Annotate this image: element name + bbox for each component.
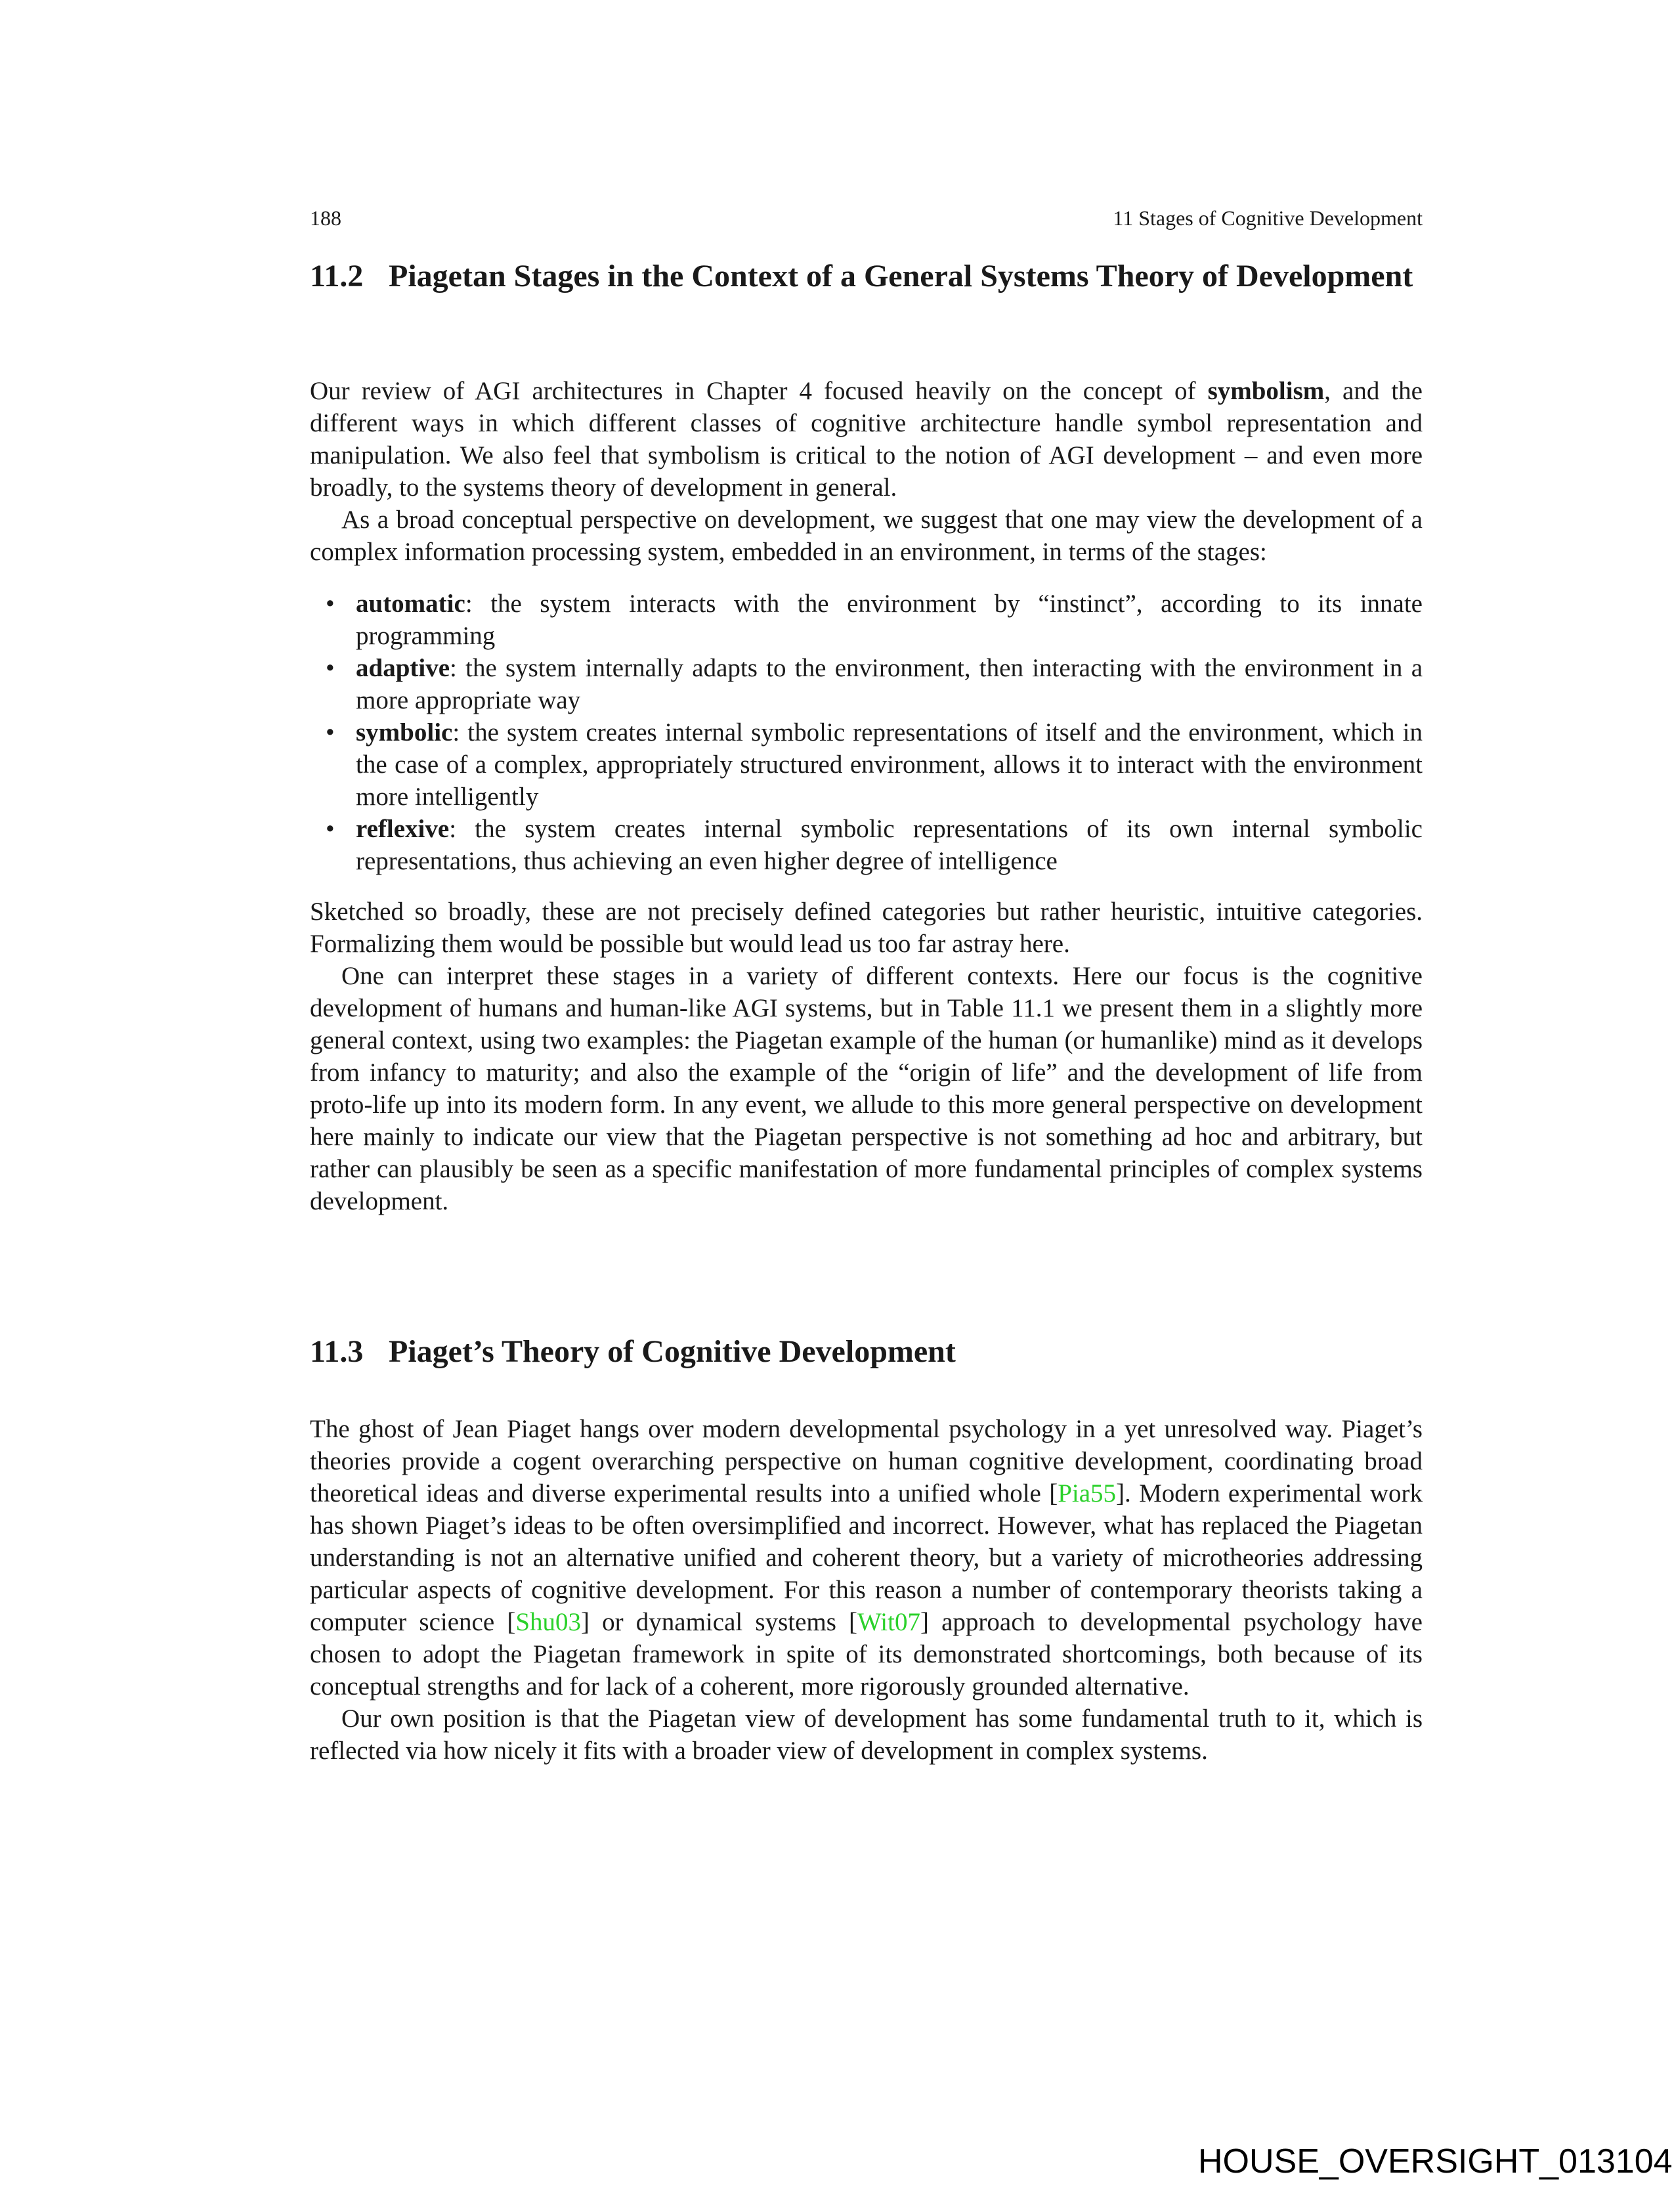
text: ] approach to developmental psychology have chosen to adopt the Piagetan framework in spite of its demonstrated shortcomings, both because of its conceptual strengths and for lack of a coherent, more rigorously grounded alternative.: [310, 1608, 1423, 1701]
running-header: [310, 206, 1423, 230]
list-item: [310, 588, 1423, 652]
section-heading-11-3: [310, 1333, 1426, 1370]
bold-term: adaptive: [356, 654, 450, 682]
bullet-icon: •: [326, 590, 335, 618]
section-heading-11-2: [310, 257, 1426, 295]
paragraph: Our own position is that the Piagetan view of development has some fundamental truth to it, which is reflected via how nicely it fits with a broader view of development in complex systems.: [310, 1704, 1423, 1765]
bold-term: automatic: [356, 590, 465, 618]
list-item: [310, 652, 1423, 716]
section-number: 11.2: [310, 259, 364, 293]
section-11-3-body: [310, 1413, 1423, 1767]
bold-term: symbolism: [1207, 377, 1325, 405]
paragraph: One can interpret these stages in a variety of different contexts. Here our focus is the cognitive development of humans and human-like AGI systems, but in Table 11.1 we present them in a slightly more general context, using two examples: the Piagetan example of the human (or humanlike) mind as it develops from infancy to maturity; and also the example of the “origin of life” and the development of life from proto-life up into its modern form. In any event, we allude to this more general perspective on development here mainly to indicate our view that the Piagetan perspective is not something ad hoc and arbitrary, but rather can plausibly be seen as a specific manifestation of more fundamental principles of complex systems development.: [310, 962, 1423, 1215]
section-11-2-body: [310, 375, 1423, 1217]
text: ] or dynamical systems [: [581, 1608, 858, 1636]
text: : the system creates internal symbolic representations of its own internal symbolic representations, thus achieving an even higher degree of intelligence: [356, 815, 1423, 875]
citation-link[interactable]: Shu03: [515, 1608, 582, 1636]
text: The ghost of Jean Piaget hangs over modern developmental psychology in a yet unresolved way. Piaget’s theories provide a cogent overarching perspective on human cognitive development, coordinating broad theoretical ideas and diverse experimental results into a unified whole [: [310, 1415, 1423, 1507]
text: : the system interacts with the environment by “instinct”, according to its innate programming: [356, 590, 1423, 650]
paragraph: Sketched so broadly, these are not precisely defined categories but rather heuristic, intuitive categories. Formalizing them would be possible but would lead us too far astray here.: [310, 898, 1423, 958]
citation-link[interactable]: Pia55: [1058, 1479, 1117, 1507]
section-number: 11.3: [310, 1334, 364, 1369]
bates-stamp: HOUSE_OVERSIGHT_013104: [1198, 2142, 1673, 2180]
section-title: Piaget’s Theory of Cognitive Development: [389, 1334, 956, 1369]
stages-list: [310, 588, 1423, 877]
citation-link[interactable]: Wit07: [857, 1608, 920, 1636]
text: Our review of AGI architectures in Chapter 4 focused heavily on the concept of: [310, 377, 1208, 405]
text: , and the different ways in which different classes of cognitive architecture handle symbol representation and manipulation. We also feel that symbolism is critical to the notion of AGI development – and even more broadly, to the systems theory of development in general.: [310, 377, 1423, 502]
paragraph: As a broad conceptual perspective on development, we suggest that one may view the development of a complex information processing system, embedded in an environment, in terms of the stages:: [310, 506, 1423, 566]
bullet-icon: •: [326, 718, 335, 747]
text: ]. Modern experimental work has shown Piaget’s ideas to be often oversimplified and incorrect. However, what has replaced the Piagetan understanding is not an alternative unified and coherent theory, but a variety of microtheories addressing particular aspects of cognitive development. For this reason a number of contemporary theorists taking a computer science [: [310, 1479, 1423, 1636]
chapter-title: 11 Stages of Cognitive Development: [1113, 206, 1423, 230]
bold-term: symbolic: [356, 718, 453, 747]
section-title: Piagetan Stages in the Context of a General Systems Theory of Development: [389, 259, 1413, 293]
list-item: [310, 813, 1423, 877]
bullet-icon: •: [326, 815, 335, 843]
paragraph: [310, 1413, 1423, 1702]
text: : the system creates internal symbolic representations of itself and the environment, which in the case of a complex, appropriately structured environment, allows it to interact with the environment more intelligently: [356, 718, 1423, 811]
paragraph: [310, 375, 1423, 504]
list-item: [310, 716, 1423, 813]
bullet-icon: •: [326, 654, 335, 682]
bold-term: reflexive: [356, 815, 450, 843]
page-number: 188: [310, 206, 341, 230]
text: : the system internally adapts to the environment, then interacting with the environment in a more appropriate way: [356, 654, 1423, 714]
